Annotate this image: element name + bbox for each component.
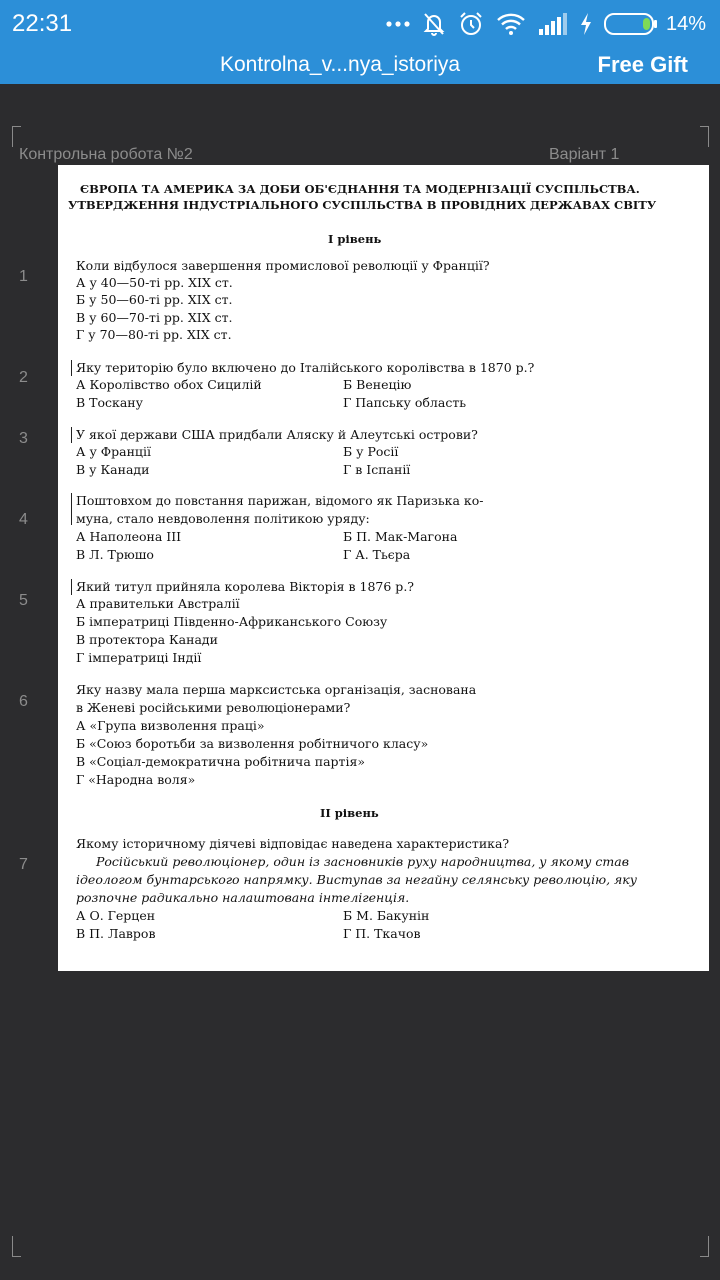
crop-mark-bottom-left — [12, 1236, 21, 1257]
question-3-option-d: Г в Іспанії — [343, 462, 411, 477]
status-bar — [0, 0, 720, 50]
margin-mark — [71, 427, 72, 443]
status-icons — [386, 8, 706, 40]
crop-mark-top-right — [700, 126, 709, 147]
question-6-text-line2: в Женеві російськими революціонерами? — [76, 700, 351, 715]
section-heading-line1: ЄВРОПА ТА АМЕРИКА ЗА ДОБИ ОБ'ЄДНАННЯ ТА МОДЕРНІЗАЦІЇ СУСПІЛЬСТВА. — [80, 182, 640, 196]
level-2-heading: ІІ рівень — [320, 806, 379, 820]
free-gift-button[interactable]: Free Gift — [597, 52, 688, 77]
question-number: 6 — [19, 693, 28, 710]
question-6-option-b: Б «Союз боротьби за визволення робітничого класу» — [76, 736, 429, 751]
question-4-text-line2: муна, стало невдоволення політикою уряду: — [76, 511, 370, 526]
question-1-option-b: Б у 50—60-ті рр. XIX ст. — [76, 292, 233, 307]
question-2-option-d: Г Папську область — [343, 395, 467, 410]
battery-icon — [604, 12, 658, 36]
section-heading-line2: УТВЕРДЖЕННЯ ІНДУСТРІАЛЬНОГО СУСПІЛЬСТВА В ПРОВІДНИХ ДЕРЖАВАХ СВІТУ — [68, 198, 657, 212]
question-7-option-c: В П. Лавров — [76, 926, 156, 941]
question-1-option-d: Г у 70—80-ті рр. XIX ст. — [76, 327, 232, 342]
question-4-option-a: А Наполеона III — [76, 529, 182, 544]
question-3-option-a: А у Франції — [76, 444, 151, 459]
cell-signal-icon — [538, 13, 568, 35]
question-7-option-d: Г П. Ткачов — [343, 926, 421, 941]
question-3-option-c: В у Канади — [76, 462, 150, 477]
question-6-option-a: А «Група визволення праці» — [76, 718, 265, 733]
question-7-description-line1: Російський революціонер, один із засновників руху народництва, у якому став — [96, 854, 629, 869]
document-title: Kontrolna_v...nya_istoriya — [220, 53, 461, 76]
question-4-option-d: Г А. Тьєра — [343, 547, 411, 562]
question-3-option-b: Б у Росії — [343, 444, 399, 459]
question-4-text-line1: Поштовхом до повстання парижан, відомого як Паризька ко- — [76, 493, 484, 508]
question-number: 4 — [19, 511, 28, 528]
question-6-option-d: Г «Народна воля» — [76, 772, 196, 787]
question-5-option-c: В протектора Канади — [76, 632, 218, 647]
doc-header-variant: Варіант 1 — [549, 146, 620, 163]
margin-mark — [71, 579, 72, 595]
question-2-text: Яку територію було включено до Італійського королівства в 1870 р.? — [76, 360, 535, 375]
question-number: 1 — [19, 268, 28, 285]
question-1-option-a: А у 40—50-ті рр. XIX ст. — [76, 275, 233, 290]
question-number: 5 — [19, 592, 28, 609]
question-2-option-a: А Королівство обох Сицилій — [76, 377, 262, 392]
level-1-heading: І рівень — [328, 232, 382, 246]
app-toolbar — [0, 50, 720, 84]
question-3-text: У якої держави США придбали Аляску й Алеутські острови? — [76, 427, 478, 442]
question-5-option-b: Б імператриці Південно-Африканського Союзу — [76, 614, 388, 629]
question-number: 7 — [19, 856, 28, 873]
question-1-text: Коли відбулося завершення промислової революції у Франції? — [76, 258, 490, 273]
doc-header-title: Контрольна робота №2 — [19, 146, 193, 163]
question-4-option-b: Б П. Мак-Магона — [343, 529, 458, 544]
question-6-option-c: В «Соціал-демократична робітнича партія» — [76, 754, 365, 769]
question-number: 2 — [19, 369, 28, 386]
wifi-icon — [496, 12, 526, 36]
scanned-page — [58, 165, 709, 971]
question-5-option-d: Г імператриці Індії — [76, 650, 202, 665]
question-7-description-line2: ідеологом бунтарського напрямку. Виступав за негайну селянську революцію, яку — [76, 872, 638, 887]
question-5-text: Який титул прийняла королева Вікторія в 1876 р.? — [76, 579, 414, 594]
question-number: 3 — [19, 430, 28, 447]
battery-percent: 14% — [665, 12, 706, 35]
question-7-option-b: Б М. Бакунін — [343, 908, 430, 923]
margin-mark — [71, 493, 72, 525]
question-4-option-c: В Л. Трюшо — [76, 547, 154, 562]
margin-mark — [71, 360, 72, 376]
alarm-icon — [458, 11, 484, 37]
question-2-option-b: Б Венецію — [343, 377, 412, 392]
question-6-text-line1: Яку назву мала перша марксистська організація, заснована — [76, 682, 477, 697]
question-7-option-a: А О. Герцен — [76, 908, 156, 923]
crop-mark-bottom-right — [700, 1236, 709, 1257]
question-7-text: Якому історичному діячеві відповідає наведена характеристика? — [76, 836, 510, 851]
status-time: 22:31 — [12, 10, 73, 37]
question-2-option-c: В Тоскану — [76, 395, 143, 410]
charging-icon — [580, 13, 592, 35]
crop-mark-top-left — [12, 126, 21, 147]
question-1-option-c: В у 60—70-ті рр. XIX ст. — [76, 310, 233, 325]
question-7-description-line3: розпочне радикально налаштована інтелігенція. — [76, 890, 410, 905]
more-dots-icon — [386, 20, 410, 28]
notifications-off-icon — [422, 11, 446, 37]
question-5-option-a: А правительки Австралії — [76, 596, 240, 611]
